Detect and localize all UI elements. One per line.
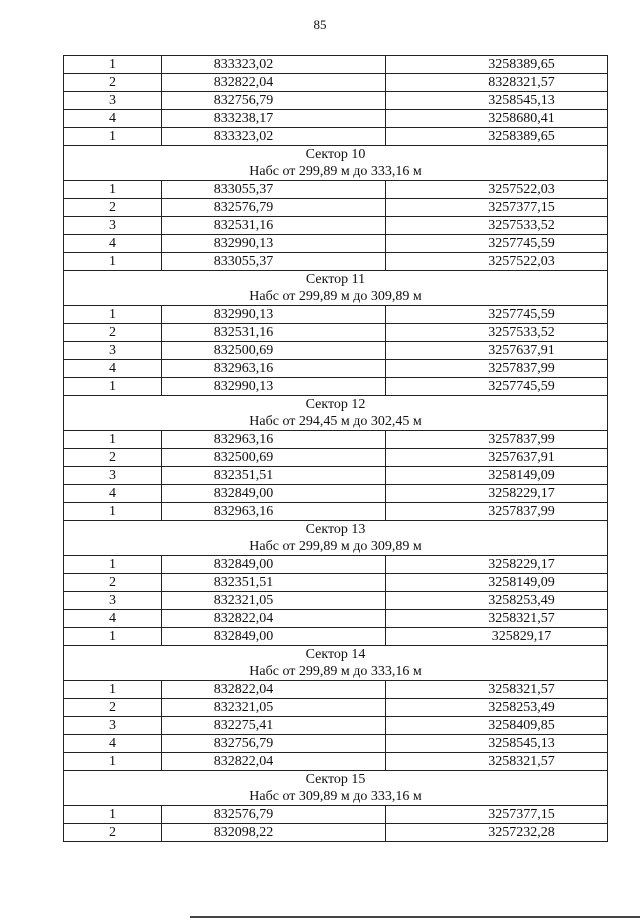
x-coordinate-cell: 832849,00: [162, 485, 386, 503]
point-number-cell: 4: [64, 110, 162, 128]
point-number-cell: 3: [64, 342, 162, 360]
coordinates-table: [63, 55, 608, 842]
x-coordinate-cell: 832990,13: [162, 306, 386, 324]
y-coordinate-cell: 3257522,03: [386, 181, 608, 199]
point-number-cell: 1: [64, 378, 162, 396]
x-coordinate-cell: 832531,16: [162, 324, 386, 342]
sector-header-cell: [64, 521, 608, 556]
x-coordinate-cell: 833055,37: [162, 181, 386, 199]
sector-header-row: [64, 646, 608, 681]
point-number-cell: 1: [64, 503, 162, 521]
x-coordinate-cell: 832351,51: [162, 467, 386, 485]
sector-header-cell: [64, 771, 608, 806]
table-row: [64, 503, 608, 521]
point-number-cell: 1: [64, 128, 162, 146]
table-row: [64, 324, 608, 342]
table-row: [64, 235, 608, 253]
table-row: [64, 360, 608, 378]
x-coordinate-cell: 832822,04: [162, 753, 386, 771]
x-coordinate-cell: 833055,37: [162, 253, 386, 271]
point-number-cell: 1: [64, 56, 162, 74]
x-coordinate-cell: 832098,22: [162, 824, 386, 842]
point-number-cell: 2: [64, 324, 162, 342]
y-coordinate-cell: 3258253,49: [386, 699, 608, 717]
sector-header-cell: [64, 646, 608, 681]
table-row: [64, 449, 608, 467]
table-row: [64, 217, 608, 235]
y-coordinate-cell: 3258321,57: [386, 681, 608, 699]
y-coordinate-cell: 3258389,65: [386, 56, 608, 74]
point-number-cell: 2: [64, 699, 162, 717]
y-coordinate-cell: 3257377,15: [386, 199, 608, 217]
point-number-cell: 1: [64, 306, 162, 324]
point-number-cell: 1: [64, 806, 162, 824]
point-number-cell: 1: [64, 628, 162, 646]
y-coordinate-cell: 3257377,15: [386, 806, 608, 824]
sector-title: Сектор 11: [305, 272, 366, 287]
y-coordinate-cell: 3257745,59: [386, 235, 608, 253]
point-number-cell: 3: [64, 717, 162, 735]
table-row: [64, 199, 608, 217]
x-coordinate-cell: 832756,79: [162, 735, 386, 753]
y-coordinate-cell: 3257637,91: [386, 342, 608, 360]
y-coordinate-cell: 325829,17: [386, 628, 608, 646]
table-row: [64, 574, 608, 592]
sector-header-row: [64, 146, 608, 181]
x-coordinate-cell: 832963,16: [162, 360, 386, 378]
sector-height-range: Набс от 294,45 м до 302,45 м: [249, 414, 422, 429]
sector-header-row: [64, 396, 608, 431]
point-number-cell: 4: [64, 235, 162, 253]
page-bottom-rule: [190, 916, 640, 918]
x-coordinate-cell: 832990,13: [162, 235, 386, 253]
x-coordinate-cell: 832963,16: [162, 503, 386, 521]
y-coordinate-cell: 3257533,52: [386, 324, 608, 342]
sector-title: Сектор 13: [305, 522, 366, 537]
y-coordinate-cell: 3258409,85: [386, 717, 608, 735]
point-number-cell: 2: [64, 199, 162, 217]
sector-header-row: [64, 771, 608, 806]
table-row: [64, 735, 608, 753]
table-row: [64, 485, 608, 503]
sector-header-cell: [64, 146, 608, 181]
x-coordinate-cell: 832963,16: [162, 431, 386, 449]
sector-title: Сектор 10: [305, 147, 366, 162]
y-coordinate-cell: 3258545,13: [386, 92, 608, 110]
x-coordinate-cell: 832576,79: [162, 806, 386, 824]
x-coordinate-cell: 832849,00: [162, 628, 386, 646]
point-number-cell: 3: [64, 467, 162, 485]
y-coordinate-cell: 3257745,59: [386, 378, 608, 396]
y-coordinate-cell: 3258545,13: [386, 735, 608, 753]
y-coordinate-cell: 3258149,09: [386, 467, 608, 485]
y-coordinate-cell: 3258321,57: [386, 753, 608, 771]
sector-title: Сектор 12: [305, 397, 366, 412]
x-coordinate-cell: 833323,02: [162, 56, 386, 74]
table-row: [64, 253, 608, 271]
sector-height-range: Набс от 299,89 м до 333,16 м: [249, 664, 422, 679]
point-number-cell: 1: [64, 556, 162, 574]
y-coordinate-cell: 3257837,99: [386, 360, 608, 378]
y-coordinate-cell: 3257837,99: [386, 431, 608, 449]
sector-height-range: Набс от 309,89 м до 333,16 м: [249, 789, 422, 804]
point-number-cell: 2: [64, 449, 162, 467]
table-row: [64, 56, 608, 74]
table-row: [64, 431, 608, 449]
y-coordinate-cell: 3258229,17: [386, 556, 608, 574]
point-number-cell: 2: [64, 74, 162, 92]
table-row: [64, 753, 608, 771]
y-coordinate-cell: 3258253,49: [386, 592, 608, 610]
y-coordinate-cell: 3257533,52: [386, 217, 608, 235]
table-row: [64, 628, 608, 646]
table-row: [64, 378, 608, 396]
x-coordinate-cell: 832321,05: [162, 592, 386, 610]
point-number-cell: 1: [64, 181, 162, 199]
x-coordinate-cell: 832822,04: [162, 74, 386, 92]
x-coordinate-cell: 832756,79: [162, 92, 386, 110]
point-number-cell: 4: [64, 485, 162, 503]
table-row: [64, 806, 608, 824]
point-number-cell: 2: [64, 574, 162, 592]
point-number-cell: 3: [64, 92, 162, 110]
point-number-cell: 1: [64, 253, 162, 271]
table-row: [64, 717, 608, 735]
x-coordinate-cell: 832500,69: [162, 342, 386, 360]
point-number-cell: 3: [64, 217, 162, 235]
sector-height-range: Набс от 299,89 м до 309,89 м: [249, 289, 422, 304]
table-row: [64, 74, 608, 92]
point-number-cell: 4: [64, 735, 162, 753]
point-number-cell: 1: [64, 681, 162, 699]
x-coordinate-cell: 833323,02: [162, 128, 386, 146]
x-coordinate-cell: 832849,00: [162, 556, 386, 574]
sector-height-range: Набс от 299,89 м до 333,16 м: [249, 164, 422, 179]
table-row: [64, 592, 608, 610]
y-coordinate-cell: 3258149,09: [386, 574, 608, 592]
y-coordinate-cell: 3257522,03: [386, 253, 608, 271]
point-number-cell: 4: [64, 360, 162, 378]
sector-title: Сектор 15: [305, 772, 366, 787]
x-coordinate-cell: 832822,04: [162, 681, 386, 699]
x-coordinate-cell: 832576,79: [162, 199, 386, 217]
y-coordinate-cell: 3258229,17: [386, 485, 608, 503]
table-row: [64, 699, 608, 717]
x-coordinate-cell: 833238,17: [162, 110, 386, 128]
y-coordinate-cell: 3258321,57: [386, 610, 608, 628]
y-coordinate-cell: 3257837,99: [386, 503, 608, 521]
sector-height-range: Набс от 299,89 м до 309,89 м: [249, 539, 422, 554]
x-coordinate-cell: 832500,69: [162, 449, 386, 467]
y-coordinate-cell: 3257637,91: [386, 449, 608, 467]
table-row: [64, 610, 608, 628]
table-row: [64, 824, 608, 842]
point-number-cell: 4: [64, 610, 162, 628]
point-number-cell: 3: [64, 592, 162, 610]
table-row: [64, 467, 608, 485]
table-row: [64, 110, 608, 128]
table-row: [64, 181, 608, 199]
y-coordinate-cell: 3257232,28: [386, 824, 608, 842]
sector-header-cell: [64, 271, 608, 306]
x-coordinate-cell: 832321,05: [162, 699, 386, 717]
page-number: 85: [313, 17, 327, 32]
table-row: [64, 128, 608, 146]
x-coordinate-cell: 832531,16: [162, 217, 386, 235]
table-row: [64, 681, 608, 699]
sector-title: Сектор 14: [305, 647, 366, 662]
table-row: [64, 342, 608, 360]
table-row: [64, 92, 608, 110]
sector-header-row: [64, 521, 608, 556]
point-number-cell: 1: [64, 753, 162, 771]
coordinates-table-body: [64, 56, 608, 842]
x-coordinate-cell: 832822,04: [162, 610, 386, 628]
sector-header-cell: [64, 396, 608, 431]
y-coordinate-cell: 3257745,59: [386, 306, 608, 324]
point-number-cell: 1: [64, 431, 162, 449]
y-coordinate-cell: 3258680,41: [386, 110, 608, 128]
table-row: [64, 556, 608, 574]
table-row: [64, 306, 608, 324]
sector-header-row: [64, 271, 608, 306]
y-coordinate-cell: 3258389,65: [386, 128, 608, 146]
x-coordinate-cell: 832275,41: [162, 717, 386, 735]
x-coordinate-cell: 832990,13: [162, 378, 386, 396]
y-coordinate-cell: 8328321,57: [386, 74, 608, 92]
x-coordinate-cell: 832351,51: [162, 574, 386, 592]
point-number-cell: 2: [64, 824, 162, 842]
